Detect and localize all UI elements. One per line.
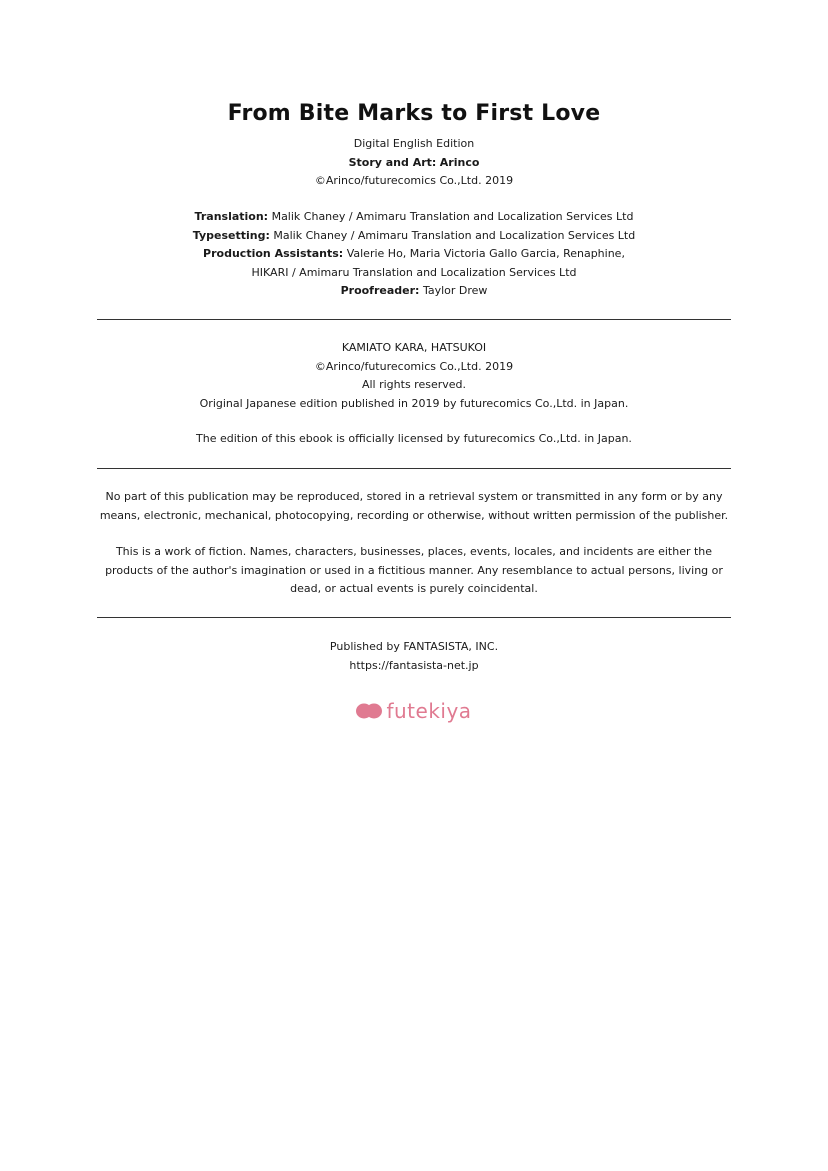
rights-reserved: All rights reserved. <box>361 378 467 391</box>
proofreader-value: Taylor Drew <box>422 284 488 297</box>
production-value: Valerie Ho, Maria Victoria Gallo Garcia, Renaphine, <box>346 247 625 260</box>
translation-label: Translation: <box>194 210 269 223</box>
proofreader-credit <box>0 282 828 301</box>
proofreader-label: Proofreader: <box>340 284 420 297</box>
edition-label: Digital English Edition <box>353 137 475 150</box>
story-art-label: Story and Art: <box>348 155 437 169</box>
license-text: The edition of this ebook is officially licensed by futurecomics Co.,Ltd. in Japan. <box>196 432 632 445</box>
divider <box>97 617 731 618</box>
production-label: Production Assistants: <box>203 247 344 260</box>
heart-logo-icon <box>356 701 382 725</box>
story-art-line <box>0 154 828 173</box>
original-title: KAMIATO KARA, HATSUKOI <box>341 341 487 354</box>
translation-credit <box>0 208 828 227</box>
book-title: From Bite Marks to First Love <box>227 101 601 126</box>
staff-credits <box>0 208 828 301</box>
original-copyright: ©Arinco/futurecomics Co.,Ltd. 2019 <box>314 359 514 373</box>
license-note <box>0 430 828 449</box>
original-published: Original Japanese edition published in 2019 by futurecomics Co.,Ltd. in Japan. <box>199 396 629 410</box>
production-credit-cont: HIKARI / Amimaru Translation and Localization Services Ltd <box>251 265 577 279</box>
story-art-value: Arinco <box>439 155 480 169</box>
production-credit <box>0 245 828 264</box>
logo-text: futekiya <box>386 699 472 723</box>
reproduction-notice <box>90 488 738 525</box>
publisher-block <box>0 638 828 675</box>
fiction-notice <box>90 543 738 599</box>
edition-block <box>0 135 828 191</box>
original-edition-block <box>0 339 828 413</box>
fiction-line: This is a work of fiction. Names, characters, businesses, places, events, locales, and incidents are either the <box>115 545 713 558</box>
fiction-line: dead, or actual events is purely coincidental. <box>290 582 538 595</box>
publisher-name: Published by FANTASISTA, INC. <box>329 640 499 653</box>
reproduction-line: No part of this publication may be reproduced, stored in a retrieval system or transmitted in any form or by any <box>105 490 723 503</box>
reproduction-line: means, electronic, mechanical, photocopying, recording or otherwise, without written permission of the publisher. <box>99 508 729 522</box>
typesetting-credit <box>0 227 828 246</box>
typesetting-label: Typesetting: <box>192 228 270 242</box>
fiction-line: products of the author's imagination or used in a fictitious manner. Any resemblance to actual persons, living or <box>105 563 723 577</box>
typesetting-value: Malik Chaney / Amimaru Translation and Localization Services Ltd <box>273 228 636 242</box>
divider <box>97 468 731 469</box>
publisher-url[interactable]: https://fantasista-net.jp <box>349 658 479 672</box>
futekiya-logo <box>0 699 828 725</box>
copyright-line: ©Arinco/futurecomics Co.,Ltd. 2019 <box>314 174 514 187</box>
divider <box>97 319 731 320</box>
translation-value: Malik Chaney / Amimaru Translation and Localization Services Ltd <box>271 210 634 223</box>
